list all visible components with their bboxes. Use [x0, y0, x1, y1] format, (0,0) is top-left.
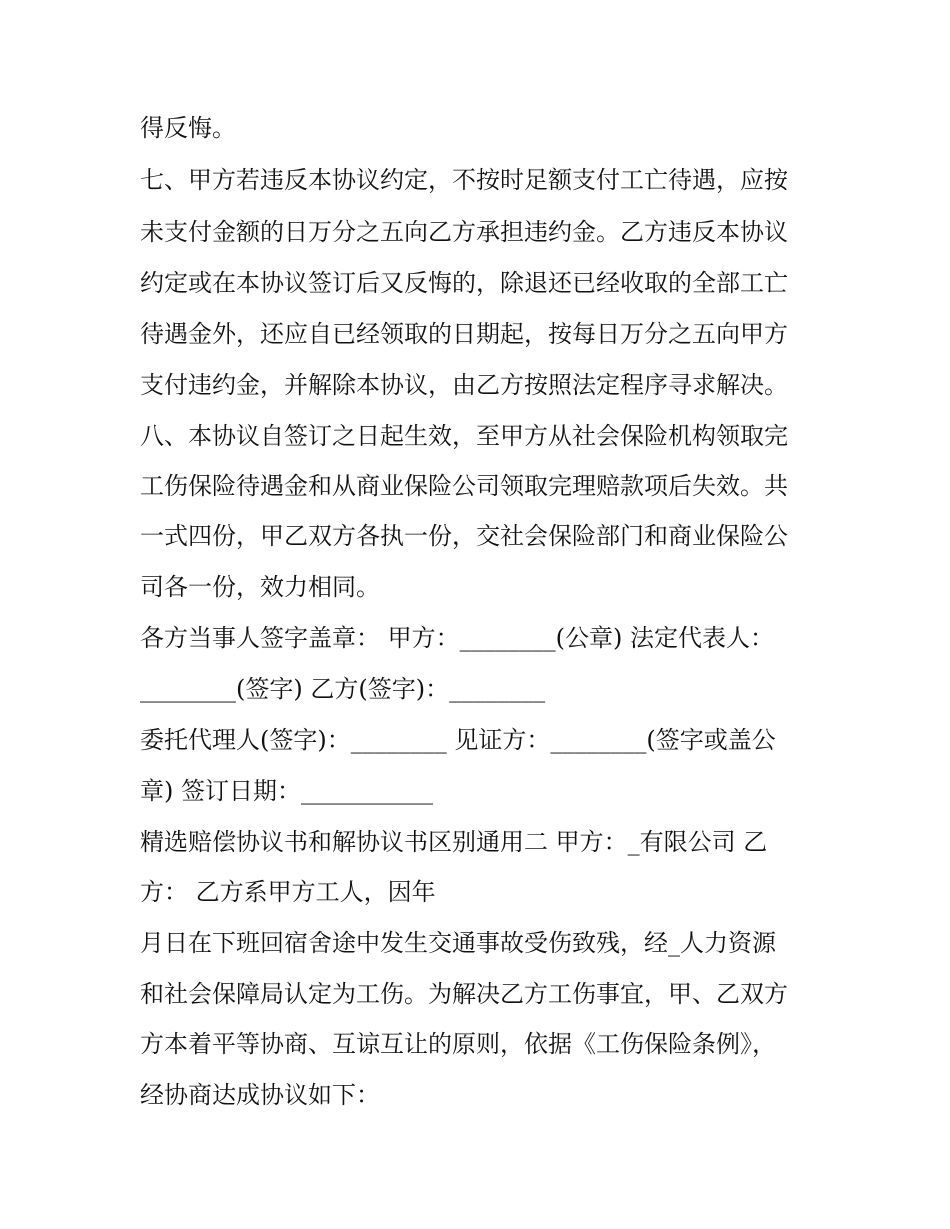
text-line: 经协商达成协议如下： — [140, 1081, 380, 1109]
text-line: 一式四份，甲乙双方各执一份，交社会保险部门和商业保险公 — [140, 522, 788, 550]
text-line: 方： 乙方系甲方工人，因年 — [140, 878, 436, 906]
text-line: 支付违约金，并解除本协议，由乙方按照法定程序寻求解决。 — [140, 371, 788, 399]
text-line: 七、甲方若违反本协议约定，不按时足额支付工亡待遇，应按 — [140, 166, 788, 194]
text-line: 待遇金外，还应自已经领取的日期起，按每日万分之五向甲方 — [140, 320, 788, 348]
text-line: 八、本协议自签订之日起生效，至甲方从社会保险机构领取完 — [140, 422, 788, 450]
signature-line: 各方当事人签字盖章： 甲方：________(公章) 法定代表人： — [140, 624, 774, 652]
text-line: 未支付金额的日万分之五向乙方承担违约金。乙方违反本协议 — [140, 218, 788, 246]
text-line: 方本着平等协商、互谅互让的原则，依据《工伤保险条例》， — [140, 1030, 776, 1058]
signature-line: ________(签字) 乙方(签字)：________ — [140, 675, 546, 703]
text-line: 精选赔偿协议书和解协议书区别通用二 甲方：_有限公司 乙 — [140, 828, 768, 856]
signature-line: 章) 签订日期：___________ — [140, 777, 433, 805]
text-line: 司各一份，效力相同。 — [140, 573, 380, 601]
text-line: 和社会保障局认定为工伤。为解决乙方工伤事宜，甲、乙双方 — [140, 980, 788, 1008]
text-line: 工伤保险待遇金和从商业保险公司领取完理赔款项后失效。共 — [140, 472, 788, 500]
signature-line: 委托代理人(签字)：________ 见证方：________(签字或盖公 — [140, 726, 776, 754]
text-line: 月日在下班回宿舍途中发生交通事故受伤致残，经_人力资源 — [140, 929, 776, 957]
text-line: 约定或在本协议签订后又反悔的，除退还已经收取的全部工亡 — [140, 269, 788, 297]
text-line: 得反悔。 — [140, 114, 236, 142]
